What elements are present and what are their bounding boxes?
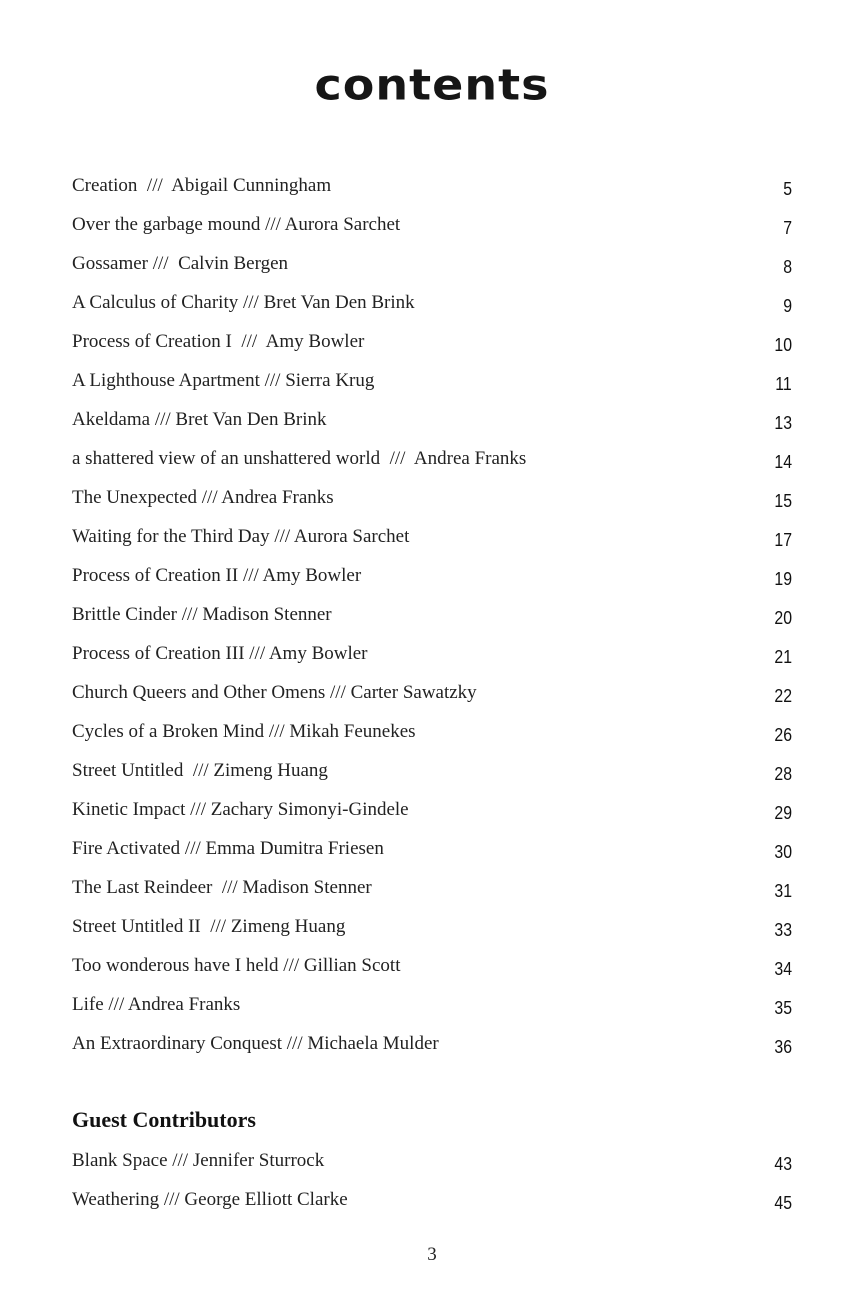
page-title: contents xyxy=(314,60,550,110)
entry-title-author: The Unexpected /// Andrea Franks xyxy=(72,487,334,508)
entry-page-number: 8 xyxy=(783,257,792,277)
toc-list xyxy=(72,174,792,1071)
entry-title-author: Process of Creation II /// Amy Bowler xyxy=(72,565,362,586)
entry-page-number: 43 xyxy=(774,1154,792,1174)
toc-entry xyxy=(72,252,792,291)
entry-title-author: a shattered view of an unshattered world /// Andrea Franks xyxy=(72,448,527,469)
entry-page-number: 30 xyxy=(774,842,792,862)
entry-page-number: 5 xyxy=(783,179,792,199)
entry-title-author: Akeldama /// Bret Van Den Brink xyxy=(72,409,327,430)
toc-entry xyxy=(72,876,792,915)
entry-title-author: Gossamer /// Calvin Bergen xyxy=(72,253,289,274)
toc-entry xyxy=(72,603,792,642)
entry-title-author: Too wonderous have I held /// Gillian Scott xyxy=(72,955,401,976)
toc-entry xyxy=(72,993,792,1032)
entry-page-number: 9 xyxy=(783,296,792,316)
toc-entry xyxy=(72,330,792,369)
entry-title-author: Creation /// Abigail Cunningham xyxy=(72,175,332,196)
toc-entry xyxy=(72,564,792,603)
toc-entry xyxy=(72,720,792,759)
entry-page-number: 11 xyxy=(775,374,792,394)
entry-page-number: 19 xyxy=(774,569,792,589)
entry-title-author: An Extraordinary Conquest /// Michaela Mulder xyxy=(72,1033,439,1054)
entry-page-number: 26 xyxy=(774,725,792,745)
toc-entry xyxy=(72,837,792,876)
entry-title-author: Cycles of a Broken Mind /// Mikah Feunekes xyxy=(72,721,416,742)
entry-page-number: 17 xyxy=(774,530,792,550)
entry-title-author: Blank Space /// Jennifer Sturrock xyxy=(72,1150,325,1171)
toc-entry xyxy=(72,174,792,213)
toc-entry xyxy=(72,954,792,993)
entry-page-number: 36 xyxy=(774,1037,792,1057)
guest-toc-list xyxy=(72,1149,792,1227)
toc-entry xyxy=(72,1149,792,1188)
toc-entry xyxy=(72,525,792,564)
toc-entry xyxy=(72,798,792,837)
entry-page-number: 13 xyxy=(774,413,792,433)
entry-page-number: 14 xyxy=(774,452,792,472)
entry-page-number: 22 xyxy=(774,686,792,706)
toc-entry xyxy=(72,447,792,486)
entry-page-number: 35 xyxy=(774,998,792,1018)
entry-title-author: Process of Creation III /// Amy Bowler xyxy=(72,643,368,664)
entry-page-number: 7 xyxy=(783,218,792,238)
toc-entry xyxy=(72,369,792,408)
toc-entry xyxy=(72,1032,792,1071)
entry-title-author: Street Untitled /// Zimeng Huang xyxy=(72,760,328,781)
entry-page-number: 34 xyxy=(774,959,792,979)
entry-title-author: A Lighthouse Apartment /// Sierra Krug xyxy=(72,370,375,391)
entry-title-author: Weathering /// George Elliott Clarke xyxy=(72,1189,348,1210)
toc-entry xyxy=(72,1188,792,1227)
entry-title-author: Street Untitled II /// Zimeng Huang xyxy=(72,916,346,937)
toc-entry xyxy=(72,291,792,330)
entry-page-number: 15 xyxy=(774,491,792,511)
entry-title-author: Life /// Andrea Franks xyxy=(72,994,241,1015)
entry-page-number: 28 xyxy=(774,764,792,784)
entry-title-author: Over the garbage mound /// Aurora Sarchet xyxy=(72,214,401,235)
toc-entry xyxy=(72,408,792,447)
entry-title-author: Kinetic Impact /// Zachary Simonyi-Gindele xyxy=(72,799,409,820)
entry-page-number: 31 xyxy=(774,881,792,901)
entry-page-number: 29 xyxy=(774,803,792,823)
entry-title-author: Fire Activated /// Emma Dumitra Friesen xyxy=(72,838,384,859)
entry-title-author: The Last Reindeer /// Madison Stenner xyxy=(72,877,372,898)
toc-entry xyxy=(72,759,792,798)
toc-entry xyxy=(72,213,792,252)
toc-entry xyxy=(72,915,792,954)
guest-contributors-heading: Guest Contributors xyxy=(72,1107,256,1132)
entry-title-author: A Calculus of Charity /// Bret Van Den Brink xyxy=(72,292,415,313)
entry-title-author: Waiting for the Third Day /// Aurora Sarchet xyxy=(72,526,410,547)
toc-entry xyxy=(72,486,792,525)
entry-page-number: 20 xyxy=(774,608,792,628)
entry-title-author: Process of Creation I /// Amy Bowler xyxy=(72,331,365,352)
toc-entry xyxy=(72,681,792,720)
page-number: 3 xyxy=(427,1244,437,1265)
entry-title-author: Brittle Cinder /// Madison Stenner xyxy=(72,604,332,625)
entry-page-number: 10 xyxy=(774,335,792,355)
toc-entry xyxy=(72,642,792,681)
entry-title-author: Church Queers and Other Omens /// Carter Sawatzky xyxy=(72,682,477,703)
entry-page-number: 45 xyxy=(774,1193,792,1213)
entry-page-number: 21 xyxy=(774,647,792,667)
entry-page-number: 33 xyxy=(774,920,792,940)
